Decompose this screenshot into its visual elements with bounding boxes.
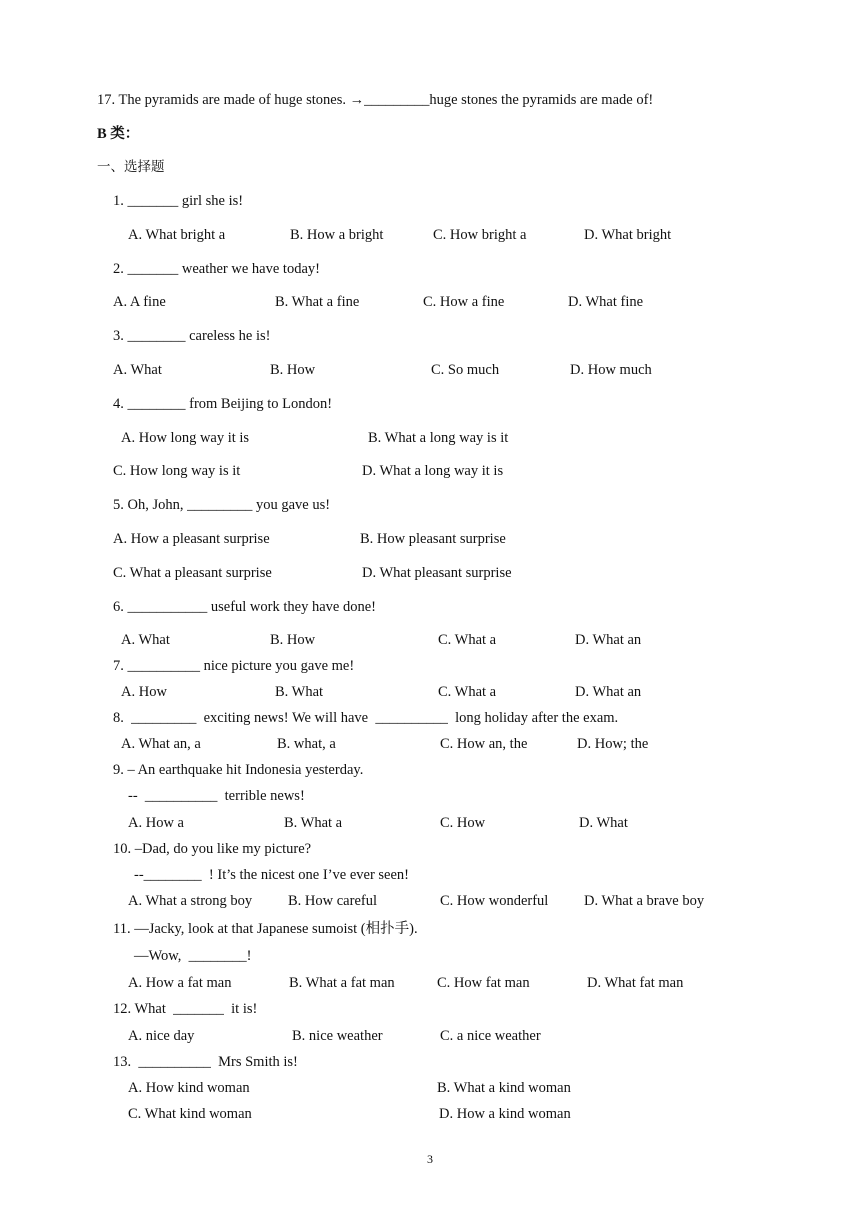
option-b: B. What a long way is it [368,430,509,446]
option-a: A. How a pleasant surprise [113,531,270,547]
page-number: 3 [427,1152,433,1166]
option-b: B. nice weather [292,1028,383,1044]
option-b: B. What [275,684,324,700]
question-stem: 8. _________ exciting news! We will have __________ long holiday after the exam. [113,710,619,726]
question-stem: 13. __________ Mrs Smith is! [113,1054,298,1070]
option-d: D. How much [570,362,652,378]
option-b: B. How pleasant surprise [360,531,506,547]
option-d: D. What pleasant surprise [362,565,512,581]
option-d: D. How a kind woman [439,1106,571,1122]
option-a: A. How [121,684,167,700]
option-a: A. How a [128,815,184,831]
option-b: B. How [270,362,316,378]
option-c: C. What a [438,684,497,700]
option-c: C. What a pleasant surprise [113,565,272,581]
question-stem: 6. ___________ useful work they have done! [113,599,376,615]
question-stem: 9. – An earthquake hit Indonesia yesterday. [113,762,364,778]
question-stem: 3. ________ careless he is! [113,328,271,344]
option-a: A. What bright a [128,227,226,243]
question-stem: 1. _______ girl she is! [113,193,244,209]
section-b-heading: B 类： [97,126,140,142]
option-a: A. What [121,632,170,648]
option-d: D. What an [575,684,642,700]
option-c: C. So much [431,362,500,378]
option-d: D. What an [575,632,642,648]
option-d: D. How; the [577,736,649,752]
option-c: C. How [440,815,486,831]
question-stem: 5. Oh, John, _________ you gave us! [113,497,331,513]
option-a: A. A fine [113,294,166,310]
option-a: A. How a fat man [128,975,232,991]
question-stem: 10. –Dad, do you like my picture? [113,841,312,857]
option-b: B. What a fat man [289,975,395,991]
option-d: D. What fat man [587,975,684,991]
question-stem: 2. _______ weather we have today! [113,261,320,277]
option-c: C. a nice weather [440,1028,541,1044]
option-b: B. How [270,632,316,648]
option-c: C. How long way is it [113,463,241,479]
option-c: C. How bright a [433,227,527,243]
option-c: C. What kind woman [128,1106,252,1122]
question-reply: —Wow, ________! [134,948,252,964]
option-a: A. nice day [128,1028,195,1044]
option-a: A. How long way it is [121,430,250,446]
part-one-heading: 一、选择题 [97,159,165,175]
question-17: 17. The pyramids are made of huge stones. →_________huge stones the pyramids are made of! [97,92,654,108]
question-reply: --________ ! It’s the nicest one I’ve ever seen! [134,867,409,883]
option-d: D. What bright [584,227,672,243]
option-c: C. What a [438,632,497,648]
option-d: D. What a long way it is [362,463,504,479]
question-reply: -- __________ terrible news! [128,788,305,804]
option-a: A. What an, a [121,736,201,752]
option-b: B. What a kind woman [437,1080,571,1096]
option-d: D. What fine [568,294,644,310]
option-b: B. what, a [277,736,336,752]
option-d: D. What a brave boy [584,893,705,909]
option-b: B. What a [284,815,343,831]
option-c: C. How a fine [423,294,505,310]
option-b: B. How a bright [290,227,384,243]
question-stem: 12. What _______ it is! [113,1001,258,1017]
option-a: A. What [113,362,162,378]
option-c: C. How an, the [440,736,528,752]
question-stem: 7. __________ nice picture you gave me! [113,658,355,674]
option-c: C. How wonderful [440,893,549,909]
option-a: A. What a strong boy [128,893,253,909]
option-b: B. How careful [288,893,377,909]
option-a: A. How kind woman [128,1080,250,1096]
question-stem: 4. ________ from Beijing to London! [113,396,333,412]
option-d: D. What [579,815,628,831]
question-stem: 11. —Jacky, look at that Japanese sumoist (相扑手). [113,921,418,937]
option-c: C. How fat man [437,975,530,991]
option-b: B. What a fine [275,294,360,310]
